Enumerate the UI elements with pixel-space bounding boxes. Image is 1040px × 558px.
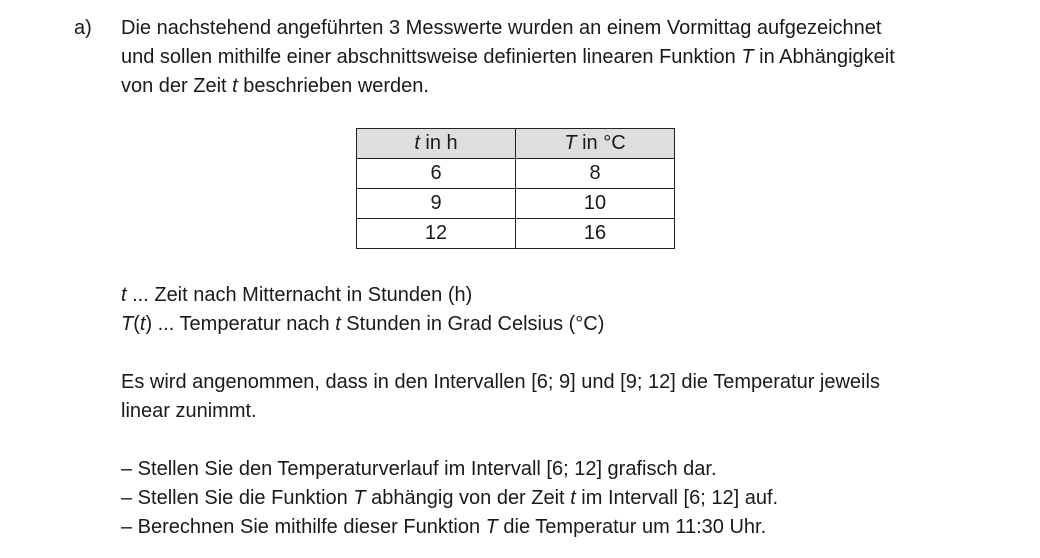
definition-t: t ... Zeit nach Mitternacht in Stunden (h) xyxy=(121,284,473,306)
header-temperature: T in °C xyxy=(516,129,675,159)
cell-temperature: 10 xyxy=(516,189,675,219)
header-time: t in h xyxy=(357,129,516,159)
intro-line-2: und sollen mithilfe einer abschnittsweise definierten linearen Funktion T in Abhängigkeit xyxy=(121,46,895,68)
cell-temperature: 16 xyxy=(516,219,675,249)
table-row xyxy=(357,189,675,219)
table-row xyxy=(357,159,675,189)
table-row xyxy=(357,219,675,249)
task-list xyxy=(121,455,1021,542)
function-symbol: T xyxy=(741,46,754,68)
assumption-line-1: Es wird angenommen, dass in den Intervallen [6; 9] und [9; 12] die Temperatur jeweils xyxy=(121,371,880,393)
task-item-1: – Stellen Sie den Temperaturverlauf im Intervall [6; 12] grafisch dar. xyxy=(121,458,717,480)
intro-paragraph xyxy=(121,14,1021,101)
table-header-row xyxy=(357,129,675,159)
measurement-table xyxy=(356,128,675,249)
task-item-3: – Berechnen Sie mithilfe dieser Funktion T die Temperatur um 11:30 Uhr. xyxy=(121,516,767,538)
definition-T: T(t) ... Temperatur nach t Stunden in Grad Celsius (°C) xyxy=(121,313,605,335)
intro-line-3: von der Zeit t beschrieben werden. xyxy=(121,75,429,97)
task-label: a) xyxy=(74,17,92,39)
cell-time: 12 xyxy=(357,219,516,249)
time-symbol: t xyxy=(232,75,238,97)
cell-temperature: 8 xyxy=(516,159,675,189)
assumption-line-2: linear zunimmt. xyxy=(121,400,257,422)
cell-time: 9 xyxy=(357,189,516,219)
assumption-paragraph xyxy=(121,368,1021,426)
intro-line-1: Die nachstehend angeführten 3 Messwerte wurden an einem Vormittag aufgezeichnet xyxy=(121,17,882,39)
cell-time: 6 xyxy=(357,159,516,189)
task-item-2: – Stellen Sie die Funktion T abhängig von der Zeit t im Intervall [6; 12] auf. xyxy=(121,487,779,509)
variable-definitions xyxy=(121,281,1021,339)
